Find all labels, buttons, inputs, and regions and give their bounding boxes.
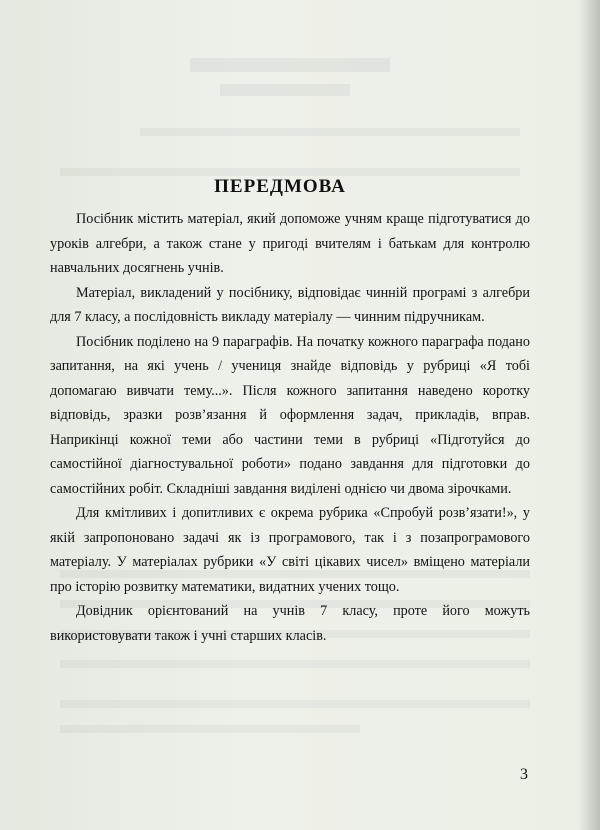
paragraph: Посібник поділено на 9 параграфів. На початку кожного параграфа подано запитання, на які учень / учениця знайде відповідь у рубриці «Я тобі допомагаю вивчати тему...». Після кожного запитання наведено коротку відповідь, зразки розв’язання й оформлення задач, прикладів, вправ. Наприкінці кожної теми або частини теми в рубриці «Підготуйся до самостійної діагностувальної роботи» подано завдання для підготовки до самостійних робіт. Складніші завдання виділені однією чи двома зірочками. — [50, 333, 530, 497]
page-title: ПЕРЕДМОВА — [214, 176, 346, 197]
paragraph: Посібник містить матеріал, який допоможе учням краще підготуватися до уроків алгебри, а також стане у пригоді вчителям і батькам для контролю навчальних досягнень учнів. — [50, 211, 530, 276]
page-number: 3 — [520, 766, 528, 783]
paragraph: Матеріал, викладений у посібнику, відповідає чинній програмі з алгебри для 7 класу, а послідовність викладу матеріалу — чинним підручникам. — [50, 284, 530, 325]
paragraph: Довідник орієнтований на учнів 7 класу, проте його можуть використовувати також і учні старших класів. — [50, 603, 530, 644]
paragraph: Для кмітливих і допитливих є окрема рубрика «Спробуй розв’язати!», у якій запропоновано задачі як із програмового, так і з позапрограмового матеріалу. У матеріалах рубрики «У світі цікавих чисел» вміщено матеріали про історію розвитку математики, видатних учених тощо. — [50, 505, 530, 595]
preface-body — [50, 207, 530, 648]
